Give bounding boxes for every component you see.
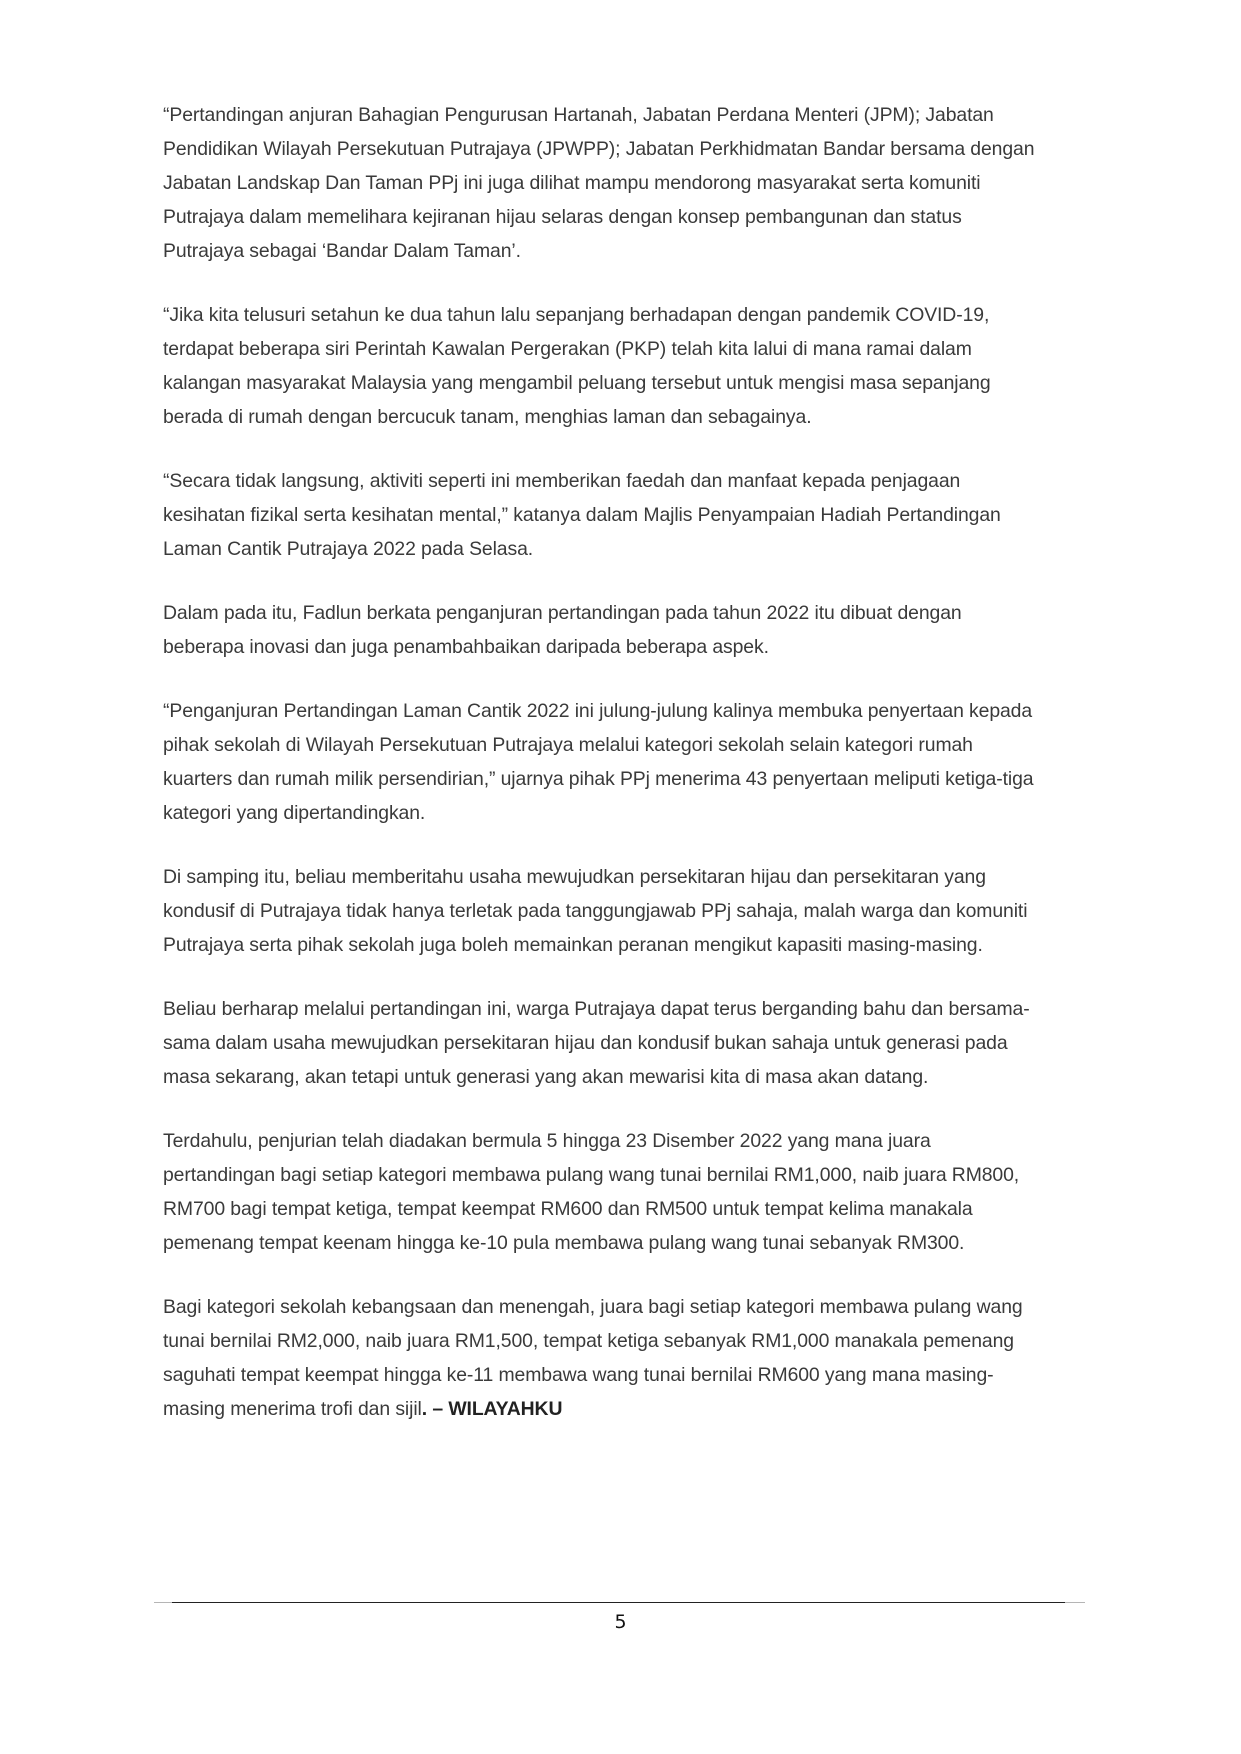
paragraph-line: Putrajaya serta pihak sekolah juga boleh memainkan peranan mengikut kapasiti masing-masing. [163,934,983,956]
paragraph-line: Jabatan Landskap Dan Taman PPj ini juga dilihat mampu mendorong masyarakat serta komuniti [163,172,981,194]
paragraph-line: saguhati tempat keempat hingga ke-11 membawa wang tunai bernilai RM600 yang mana masing- [163,1364,994,1386]
footer-rule-right-tail [1065,1602,1085,1603]
paragraph-line: pemenang tempat keenam hingga ke-10 pula membawa pulang wang tunai sebanyak RM300. [163,1232,965,1254]
paragraph-line: masa sekarang, akan tetapi untuk generasi yang akan mewarisi kita di masa akan datang. [163,1066,929,1088]
paragraph-9 [163,1290,1083,1426]
paragraph-1 [163,98,1083,268]
paragraph-line: terdapat beberapa siri Perintah Kawalan Pergerakan (PKP) telah kita lalui di mana ramai dalam [163,338,972,360]
paragraph-line: RM700 bagi tempat ketiga, tempat keempat RM600 dan RM500 untuk tempat kelima manakala [163,1198,973,1220]
paragraph-line: Terdahulu, penjurian telah diadakan bermula 5 hingga 23 Disember 2022 yang mana juara [163,1130,931,1152]
paragraph-line: kesihatan fizikal serta kesihatan mental,” katanya dalam Majlis Penyampaian Hadiah Pertandingan [163,504,1001,526]
paragraph-line: Beliau berharap melalui pertandingan ini, warga Putrajaya dapat terus berganding bahu dan bersama- [163,998,1030,1020]
paragraph-line: berada di rumah dengan bercucuk tanam, menghias laman dan sebagainya. [163,406,812,428]
paragraph-line [163,1392,1083,1426]
paragraph-last-line-text: masing menerima trofi dan sijil [163,1398,422,1420]
paragraph-line: Bagi kategori sekolah kebangsaan dan menengah, juara bagi setiap kategori membawa pulang wang [163,1296,1023,1318]
paragraph-line: kuarters dan rumah milik persendirian,” ujarnya pihak PPj menerima 43 penyertaan meliputi ketiga-tiga [163,768,1034,790]
paragraph-5 [163,694,1083,830]
paragraph-2 [163,298,1083,434]
footer-divider [172,1602,1065,1603]
footer-rule-left-tail [154,1602,172,1603]
paragraph-line: “Pertandingan anjuran Bahagian Pengurusan Hartanah, Jabatan Perdana Menteri (JPM); Jabatan [163,104,994,126]
paragraph-line: sama dalam usaha mewujudkan persekitaran hijau dan kondusif bukan sahaja untuk generasi pada [163,1032,1008,1054]
paragraph-line: Pendidikan Wilayah Persekutuan Putrajaya (JPWPP); Jabatan Perkhidmatan Bandar bersama dengan [163,138,1035,160]
paragraph-line: tunai bernilai RM2,000, naib juara RM1,500, tempat ketiga sebanyak RM1,000 manakala pemenang [163,1330,1014,1352]
paragraph-line: kondusif di Putrajaya tidak hanya terletak pada tanggungjawab PPj sahaja, malah warga dan komuniti [163,900,1028,922]
source-byline: . – WILAYAHKU [421,1398,563,1420]
article-body [163,98,1083,1456]
paragraph-line: Laman Cantik Putrajaya 2022 pada Selasa. [163,538,534,560]
paragraph-4 [163,596,1083,664]
page-number: 5 [614,1611,627,1633]
paragraph-line: Putrajaya dalam memelihara kejiranan hijau selaras dengan konsep pembangunan dan status [163,206,962,228]
paragraph-6 [163,860,1083,962]
paragraph-7 [163,992,1083,1094]
paragraph-line: kalangan masyarakat Malaysia yang mengambil peluang tersebut untuk mengisi masa sepanjang [163,372,991,394]
paragraph-8 [163,1124,1083,1260]
paragraph-line: pertandingan bagi setiap kategori membawa pulang wang tunai bernilai RM1,000, naib juara RM800, [163,1164,1020,1186]
paragraph-line: beberapa inovasi dan juga penambahbaikan daripada beberapa aspek. [163,636,769,658]
paragraph-line: “Penganjuran Pertandingan Laman Cantik 2022 ini julung-julung kalinya membuka penyertaan kepada [163,700,1033,722]
paragraph-line: “Jika kita telusuri setahun ke dua tahun lalu sepanjang berhadapan dengan pandemik COVID-19, [163,304,990,326]
paragraph-line: “Secara tidak langsung, aktiviti seperti ini memberikan faedah dan manfaat kepada penjagaan [163,470,961,492]
paragraph-line: Putrajaya sebagai ‘Bandar Dalam Taman’. [163,240,521,262]
paragraph-line: Dalam pada itu, Fadlun berkata penganjuran pertandingan pada tahun 2022 itu dibuat dengan [163,602,962,624]
paragraph-line: kategori yang dipertandingkan. [163,802,426,824]
paragraph-line: pihak sekolah di Wilayah Persekutuan Putrajaya melalui kategori sekolah selain kategori rumah [163,734,973,756]
paragraph-line: Di samping itu, beliau memberitahu usaha mewujudkan persekitaran hijau dan persekitaran yang [163,866,986,888]
paragraph-3 [163,464,1083,566]
